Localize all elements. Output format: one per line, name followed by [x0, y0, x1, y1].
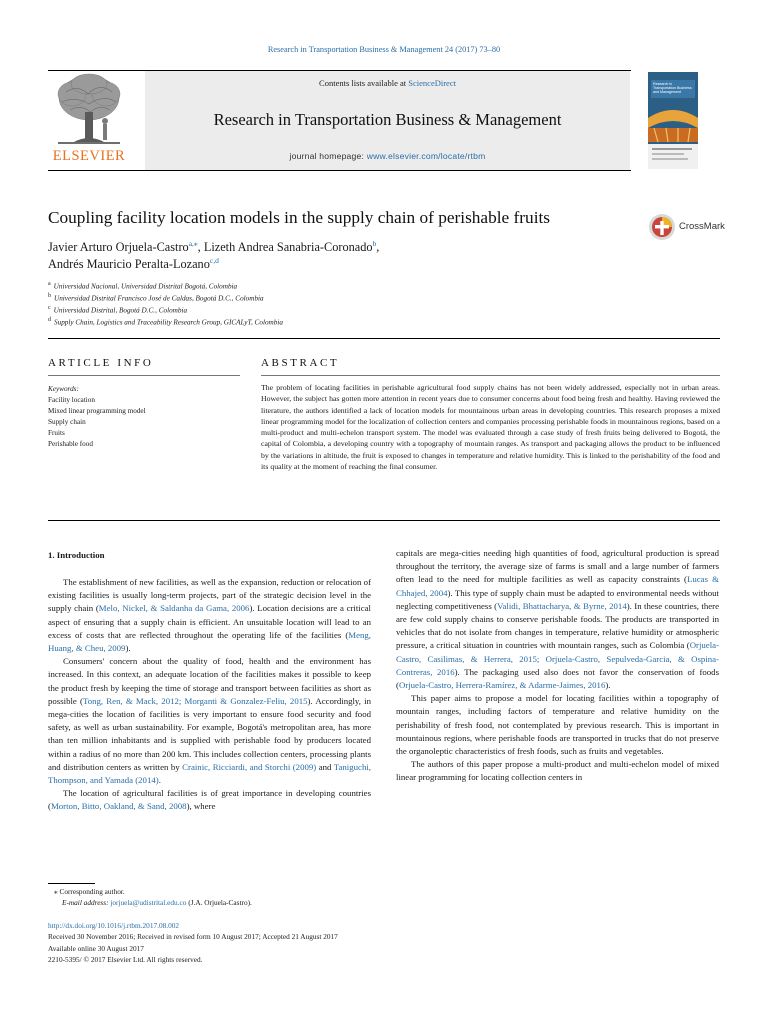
crossmark-icon: [648, 212, 676, 242]
paragraph-text: ). This type of supply chain must be adapted to environmental needs without neglecting competitiveness (: [396, 587, 720, 611]
divider: [48, 338, 720, 339]
crossmark-badge[interactable]: [648, 212, 728, 244]
keyword: Supply chain: [48, 418, 86, 427]
paragraph-text: .: [158, 775, 161, 786]
author-affiliation-marker[interactable]: b: [372, 239, 377, 248]
citation-link[interactable]: Meng, Huang, & Cheu, 2009: [48, 629, 371, 654]
divider: [261, 375, 720, 376]
elsevier-wordmark: ELSEVIER: [52, 148, 126, 164]
paragraph-text: and: [316, 761, 334, 772]
doi-link[interactable]: http://dx.doi.org/10.1016/j.rtbm.2017.08.002: [48, 921, 180, 930]
paragraph: [396, 692, 719, 758]
authors-line: [48, 256, 638, 272]
sciencedirect-link[interactable]: ScienceDirect: [408, 78, 456, 88]
author-affiliation-marker[interactable]: c,d: [209, 256, 219, 265]
journal-title: Research in Transportation Business & Management: [213, 110, 562, 129]
article-info-heading: ARTICLE INFO: [48, 357, 154, 369]
homepage-link[interactable]: www.elsevier.com/locate/rtbm: [366, 151, 486, 161]
crossmark-label: CrossMark: [679, 221, 725, 232]
contents-availability: [145, 78, 630, 88]
citation-link[interactable]: Validi, Bhattacharya, & Byrne, 2014: [497, 600, 627, 611]
affiliation: $^a$ Universidad Nacional, Universidad Distrital Bogotá, Colombia: [48, 281, 238, 291]
keyword: Mixed linear programming model: [48, 407, 146, 416]
citation-link[interactable]: Tong, Ren, & Mack, 2012; Morganti & Gonzalez-Feliu, 2015: [82, 695, 308, 706]
divider: [48, 520, 720, 521]
keyword: Fruits: [48, 429, 65, 438]
affiliation: $^b$ Universidad Distrital Francisco José de Caldas, Bogotá D.C., Colombia: [48, 293, 264, 303]
paragraph-text: ). In these countries, there are few cold supply chains to conserve perishable foods. The products are transported in vehicles that do not isolate from changes in temperature, relative humidity or atmospheric pressure, a critical situation in countries with mountain ranges, such as Colombia (: [396, 600, 719, 651]
paragraph-text: ), where: [186, 801, 216, 812]
journal-homepage: [145, 151, 630, 161]
author-name: Lizeth Andrea Sanabria-Coronado: [203, 240, 373, 255]
abstract-heading: ABSTRACT: [261, 357, 340, 369]
journal-citation[interactable]: Research in Transportation Business & Management 24 (2017) 73–80: [267, 45, 501, 54]
citation-link[interactable]: Orjuela-Castro, Herrera-Ramírez, & Adarme-Jaimes, 2016: [398, 680, 606, 691]
email-label: E-mail address:: [62, 898, 111, 908]
email-note: E-mail address: jorjuela@udistrital.edu.co (J.A. Orjuela-Castro).: [62, 898, 252, 908]
footnote-divider: [48, 883, 95, 884]
footnotes: [48, 886, 448, 909]
paragraph: [396, 547, 719, 692]
keyword: Facility location: [48, 396, 95, 405]
available-online: Available online 30 August 2017: [48, 943, 144, 953]
copyright: 2210-5395/ © 2017 Elsevier Ltd. All rights reserved.: [48, 954, 203, 964]
article-title: Coupling facility location models in the supply chain of perishable fruits: [48, 208, 551, 227]
paragraph-text: capitals are mega-cities needing high quantities of food, agricultural production is spread throughout the territory, the average size of farms is small and a large number of farmers often lead to the need for multiple facilities as well as capacity constraints (: [396, 548, 719, 585]
body-column-right: [396, 547, 719, 785]
homepage-prefix: journal homepage:: [289, 151, 367, 161]
author-name: Andrés Mauricio Peralta-Lozano: [48, 257, 210, 272]
received-dates: Received 30 November 2016; Received in revised form 10 August 2017; Accepted 21 August 2017: [48, 932, 338, 942]
header-rule-bottom: [48, 170, 631, 171]
section-heading: 1. Introduction: [48, 550, 105, 560]
journal-cover-thumbnail[interactable]: [648, 72, 698, 169]
paragraph: [48, 655, 371, 787]
citation-link[interactable]: Lucas & Chhajed, 2004: [396, 574, 720, 598]
affiliation: $^c$ Universidad Distrital, Bogotá D.C., Colombia: [48, 305, 188, 315]
author-name: Javier Arturo Orjuela-Castro: [48, 240, 189, 255]
paragraph-text: The authors of this paper propose a multi-product and multi-echelon model of mixed linear programming for locating collection centers in: [396, 759, 719, 783]
corresponding-author-note: ⁎ Corresponding author.: [54, 887, 125, 896]
paragraph-text: This paper aims to propose a model for locating facilities within a topography of mountain ranges, including factors of temperature and relative humidity on the perishability of fresh food, not contemplated by previous research. This is important in mountainous regions, where perishable foods are transported in trucks that do not preserve the organoleptic characteristics of fresh foods, such as fruits and vegetables.: [396, 693, 719, 757]
paragraph-text: The location of agricultural facilities is of great importance in developing countries (: [48, 788, 371, 812]
keywords-block: [48, 384, 248, 451]
paragraph-text: Consumers' concern about the quality of food, health and the environment has increased. In this context, an adequate location of the facilities makes it possible to keep the product fresh by keeping the time of storage and transport between facilities as short as possible (: [48, 656, 371, 706]
authors-line: Javier Arturo Orjuela-Castro$^{a,⁎}$, Lizeth Andrea Sanabria-Coronado$^b$,: [48, 239, 380, 255]
citation-link[interactable]: Crainic, Ricciardi, and Storchi (2009): [182, 761, 317, 772]
abstract-text: The problem of locating facilities in perishable agricultural food supply chains has not been widely addressed, especially not in urban areas. However, the subject has gotten more attention in recent years due to consumer concerns about food being fresh and healthy. Having reviewed the literature, the authors identified a lack of location models for mountainous urban areas in developing countries. This research proposes a mixed linear programming model for the localization of collection centers and companies processing perishable foods in mountainous regions, based on a multi-product and multi-echelon transport system. The model was evaluated through a case study of fresh fruits being delivered to Bogotá, the capital of Colombia, a developing country with a topography of mountain ranges. As transport and packaging allows the product to be influenced by the variations in altitude, the fruit is exposed to changes in temperature and relative humidity. This is linked to the perishability of the food and its quality at the moment of reaching the final consumer.: [261, 383, 720, 472]
author-affiliation-marker[interactable]: a,⁎: [188, 239, 198, 248]
paragraph: [48, 787, 371, 813]
keywords-label: Keywords:: [48, 385, 79, 393]
contents-prefix: Contents lists available at: [319, 78, 409, 88]
email-link[interactable]: jorjuela@udistrital.edu.co: [110, 898, 187, 908]
paragraph-text: ). Location decisions are a critical aspect of ensuring that a supply chain is efficient. An unsuitable location will lead to an excess of costs that are reflected throughout the operating life of the facilities (: [48, 603, 371, 640]
cover-title: Research in Transportation Business and Management: [653, 82, 692, 95]
citation-link[interactable]: Taniguchi, Thompson, and Yamada (2014): [48, 761, 371, 786]
paragraph-text: ). The packaging used also does not favor the conservation of foods (: [396, 666, 720, 691]
citation-link[interactable]: Melo, Nickel, & Saldanha da Gama, 2006: [98, 603, 250, 614]
affiliation: $^d$ Supply Chain, Logistics and Traceability Research Group, GICALyT, Colombia: [48, 317, 283, 327]
citation-link[interactable]: Morton, Bitto, Oakland, & Sand, 2008: [50, 801, 187, 812]
citation-link[interactable]: Orjuela-Castro, Casilimas, & Herrera, 2015; Orjuela-Castro, Sepulveda-Garcia, & Ospina-Contreras, 2016: [396, 640, 719, 677]
paragraph: [396, 758, 719, 784]
paragraph: [48, 576, 371, 655]
keyword: Perishable food: [48, 440, 93, 449]
publication-info: [48, 920, 548, 965]
paragraph-text: ).: [605, 680, 611, 691]
paragraph-text: ).: [125, 643, 131, 654]
paragraph-text: The establishment of new facilities, as well as the expansion, reduction or relocation of existing facilities is usually long-term projects, part of the strategic decision level in the supply chain (: [48, 577, 371, 614]
divider: [48, 375, 240, 376]
paragraph-text: ). Accordingly, in mega-cities the location of facilities is very important to ensure food security and food safety, as well as urban sustainability. For example, Bogotá's metropolitan area, has more than ten million inhabitants and is supplied with perishable food by producers located within a radius of no more than 200 km. This includes collection centers, processing plants and distribution centers as written by: [48, 695, 371, 772]
body-column-left: [48, 576, 371, 814]
